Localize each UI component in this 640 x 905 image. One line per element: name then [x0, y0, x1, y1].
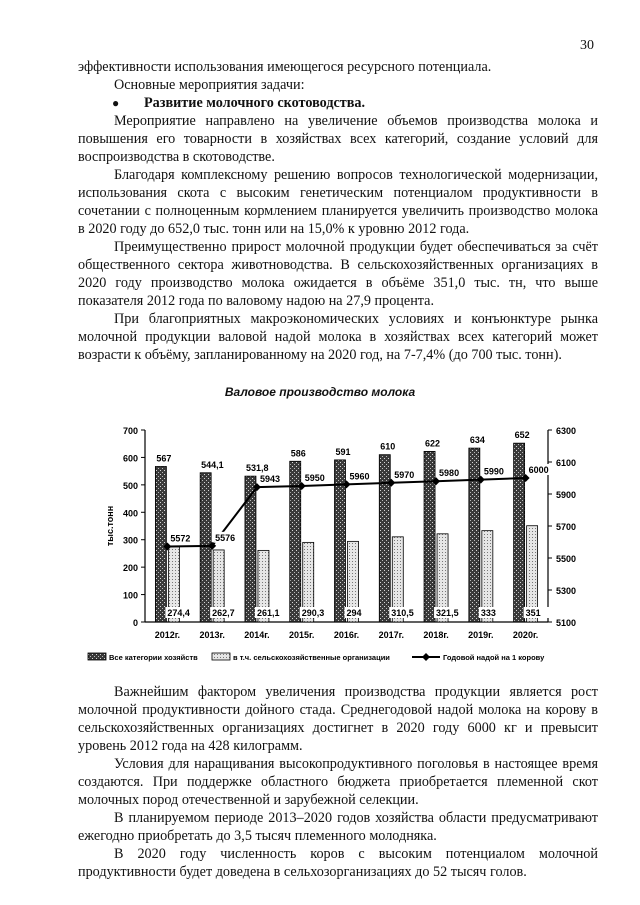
x-tick-label: 2013г. [199, 630, 225, 640]
yield-data-label: 5970 [394, 469, 415, 480]
data-label-orgs: 351 [525, 608, 541, 618]
lower-text [78, 683, 598, 881]
x-tick-label: 2012г. [154, 630, 181, 640]
data-label-all: 531,8 [245, 463, 269, 474]
yield-data-label: 5990 [483, 466, 504, 477]
y-axis-label: тыс.тонн [105, 505, 115, 547]
paragraph: Важнейшим фактором увеличения производства продукции является рост молочной продуктивности дойного стада. Среднегодовой надой молока на корову в сельскохозяйственных организациях достигнет в 2020 году 6000 кг и превысит уровень 2012 года на 428 килограмм. [78, 684, 598, 754]
x-tick-label: 2014г. [244, 630, 270, 640]
yield-data-label: 5576 [215, 532, 236, 543]
y-tick-label: 500 [122, 480, 138, 491]
y-tick-label: 0 [132, 618, 138, 628]
data-label-all: 610 [380, 441, 396, 452]
yield-data-label: 5950 [304, 473, 325, 483]
bar-all-categories [379, 455, 390, 622]
milk-production-chart [0, 410, 640, 675]
legend-swatch-all [88, 653, 106, 660]
y-tick-label: 300 [122, 535, 138, 546]
y-tick-label: 200 [122, 563, 138, 574]
y2-tick-label: 6100 [556, 458, 577, 468]
y-tick-label: 400 [122, 508, 138, 519]
legend-label-orgs: в т.ч. сельскохозяйственные организации [233, 653, 390, 662]
paragraph: В планируемом периоде 2013–2020 годов хозяйства области предусматривают ежегодно приобретать до 3,5 тысяч племенного молодняка. [78, 810, 598, 844]
paragraph: В 2020 году численность коров с высоким потенциалом молочной продуктивности будет доведена в сельхозорганизациях до 52 тысяч голов. [78, 846, 598, 880]
data-label-orgs: 261,1 [256, 608, 280, 618]
bullet-text: Развитие молочного скотоводства. [144, 95, 366, 111]
x-tick-label: 2019г. [468, 630, 494, 640]
data-label-all: 567 [156, 453, 172, 464]
data-label-all: 544,1 [201, 459, 224, 470]
y2-tick-label: 5100 [556, 618, 577, 628]
x-tick-label: 2018г. [423, 630, 449, 640]
legend-label-yield: Годовой надой на 1 корову [443, 653, 545, 662]
data-label-orgs: 333 [480, 608, 496, 618]
bullet-icon: ● [112, 96, 120, 110]
bullet-item [78, 94, 598, 112]
data-label-orgs: 321,5 [436, 608, 459, 618]
data-label-all: 652 [514, 430, 530, 441]
y2-tick-label: 5900 [556, 490, 577, 500]
data-label-all: 622 [425, 438, 441, 449]
bar-all-categories [155, 466, 166, 622]
data-label-orgs: 290,3 [301, 608, 325, 618]
legend-swatch-orgs [212, 653, 230, 660]
x-tick-label: 2020г. [512, 630, 539, 640]
x-tick-label: 2015г. [289, 630, 315, 640]
bar-all-categories [424, 451, 435, 622]
legend-label-all: Все категории хозяйств [109, 653, 198, 662]
x-tick-label: 2016г. [333, 630, 360, 640]
paragraph: При благоприятных макроэкономических условиях и конъюнктуре рынка молочной продукции валовой надой молока в хозяйствах всех категорий может возрасти к объёму, запланированному на 2020 год, на 7-7,4% (до 700 тыс. тонн). [78, 311, 598, 363]
paragraph: Благодаря комплексному решению вопросов технологической модернизации, использования скота с высоким генетическим потенциалом продуктивности в сочетании с полноценным кормлением планируется увеличить производство молока в 2020 году до 652,0 тыс. тонн или на 15,0% к уровню 2012 года. [78, 167, 598, 237]
yield-data-label: 5960 [349, 471, 370, 482]
page-number: 30 [580, 38, 594, 53]
y2-tick-label: 5300 [556, 586, 577, 596]
data-label-orgs: 310,5 [391, 608, 414, 618]
top-text [78, 58, 598, 364]
data-label-orgs: 294 [346, 608, 362, 618]
y-tick-label: 700 [122, 426, 138, 436]
y-tick-label: 100 [122, 590, 138, 601]
yield-data-label: 5943 [259, 474, 280, 485]
data-label-orgs: 274,4 [167, 608, 190, 618]
data-label-all: 586 [290, 448, 306, 459]
y2-tick-label: 6300 [556, 426, 577, 436]
paragraph: эффективности использования имеющегося ресурсного потенциала. [78, 59, 492, 75]
paragraph: Условия для наращивания высокопродуктивного поголовья в настоящее время создаются. При поддержке областного бюджета приобретается племенной скот молочных пород отечественной и зарубежной селекции. [78, 756, 598, 808]
paragraph: Мероприятие направлено на увеличение объемов производства молока и повышения его товарности в хозяйствах всех категорий, создание условий для воспроизводства в скотоводстве. [78, 113, 598, 165]
chart-title: Валовое производство молока [224, 385, 416, 399]
yield-data-label: 5572 [170, 533, 191, 544]
paragraph: Основные мероприятия задачи: [114, 77, 305, 93]
legend-marker-yield [422, 653, 430, 661]
yield-data-label: 6000 [528, 465, 549, 475]
y2-tick-label: 5500 [556, 554, 577, 564]
bar-all-categories [469, 448, 480, 622]
paragraph: Преимущественно прирост молочной продукции будет обеспечиваться за счёт общественного сектора животноводства. В сельскохозяйственных организациях в 2020 году производство молока ожидается в объёме 351,0 тыс. тн, что выше показателя 2012 года по валовому надою на 27,9 процента. [78, 239, 598, 309]
bar-all-categories [245, 476, 256, 622]
y-tick-label: 600 [122, 453, 138, 464]
data-label-all: 634 [469, 435, 485, 446]
bar-all-categories [514, 443, 525, 622]
yield-data-label: 5980 [439, 468, 460, 479]
y2-tick-label: 5700 [556, 522, 577, 532]
bar-all-categories [200, 473, 211, 622]
x-tick-label: 2017г. [378, 630, 404, 640]
data-label-orgs: 262,7 [212, 608, 235, 618]
data-label-all: 591 [335, 446, 351, 457]
